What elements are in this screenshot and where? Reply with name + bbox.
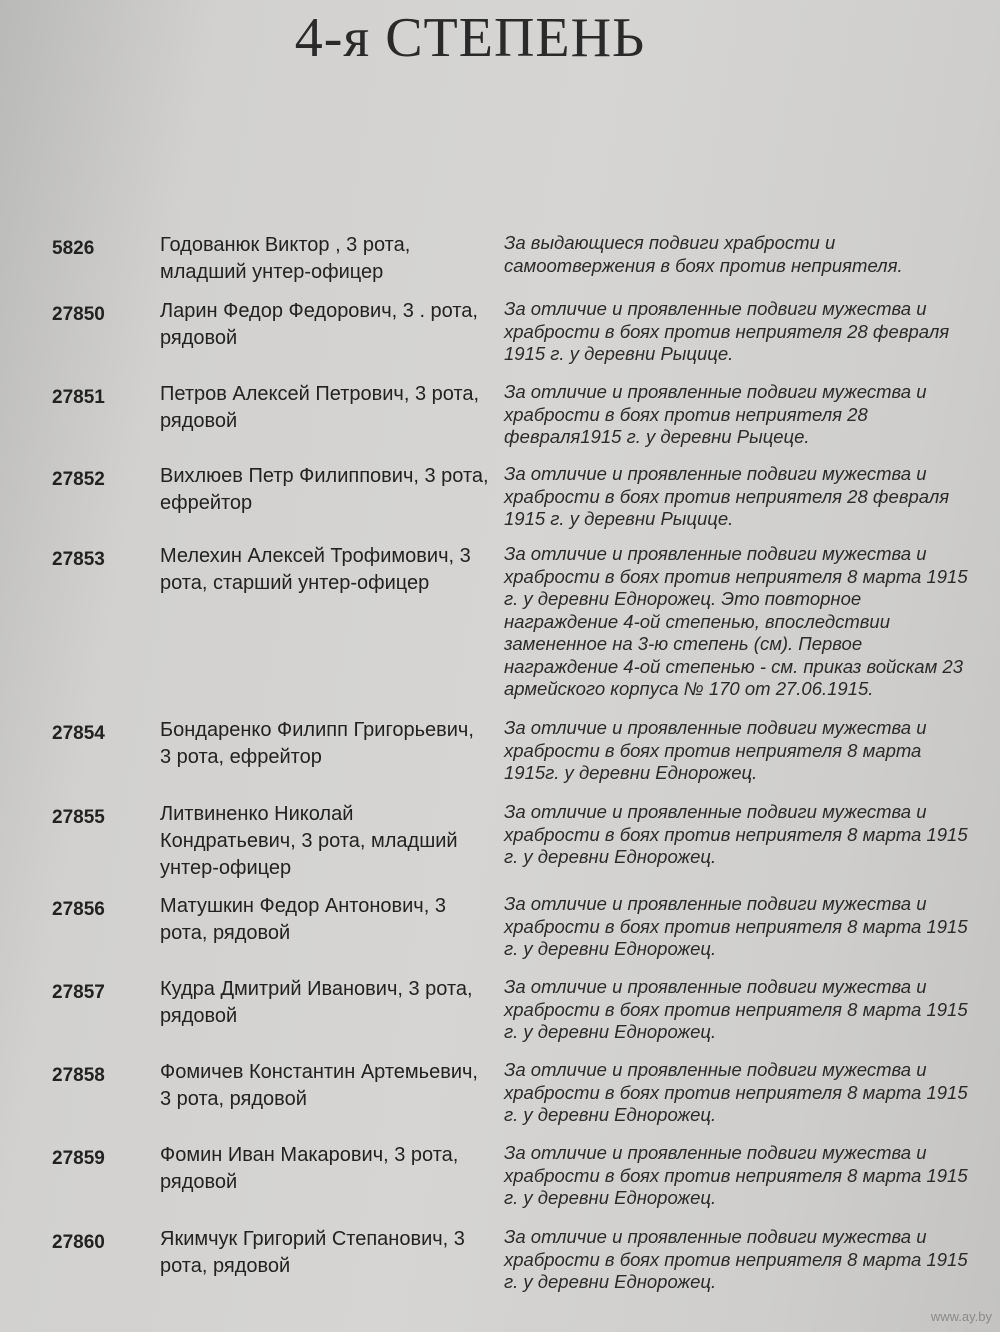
award-number: 27858 (52, 1065, 105, 1086)
watermark: www.ay.by (930, 1309, 992, 1324)
award-reason: За отличие и проявленные подвиги мужества и храбрости в боях против неприятеля 8 марта 1915 г. у деревни Еднорожец. (504, 1226, 968, 1292)
award-reason: За отличие и проявленные подвиги мужества и храбрости в боях против неприятеля 8 марта 1915 г. у деревни Еднорожец. (504, 801, 968, 867)
recipient-name: Бондаренко Филипп Григорьевич, 3 рота, ефрейтор (160, 719, 474, 768)
award-reason: За отличие и проявленные подвиги мужества и храбрости в боях против неприятеля 28 февраля 1915 г. у деревни Рыцице. (504, 463, 950, 529)
award-reason: За выдающиеся подвиги храбрости и самоотвержения в боях против неприятеля. (504, 232, 903, 276)
award-reason: За отличие и проявленные подвиги мужества и храбрости в боях против неприятеля 8 марта 1915г. у деревни Еднорожец. (504, 717, 927, 783)
award-number: 27854 (52, 723, 105, 744)
recipient-name: Мелехин Алексей Трофимович, 3 рота, старший унтер-офицер (160, 545, 471, 594)
award-number: 27855 (52, 807, 105, 828)
recipient-name: Фомичев Константин Артемьевич, 3 рота, рядовой (160, 1061, 478, 1110)
award-reason: За отличие и проявленные подвиги мужества и храбрости в боях против неприятеля 8 марта 1915 г. у деревни Еднорожец. (504, 976, 968, 1042)
award-number: 27857 (52, 982, 105, 1003)
award-number: 27851 (52, 387, 105, 408)
recipient-name: Петров Алексей Петрович, 3 рота, рядовой (160, 383, 480, 432)
recipient-name: Вихлюев Петр Филиппович, 3 рота, ефрейтор (160, 465, 489, 514)
recipient-name: Ларин Федор Федорович, 3 . рота, рядовой (160, 300, 478, 349)
award-reason: За отличие и проявленные подвиги мужества и храбрости в боях против неприятеля 28 февраля 1915 г. у деревни Рыцице. (504, 298, 950, 364)
award-reason: За отличие и проявленные подвиги мужества и храбрости в боях против неприятеля 8 марта 1915 г. у деревни Еднорожец. (504, 1142, 968, 1208)
recipient-name: Фомин Иван Макарович, 3 рота, рядовой (160, 1144, 459, 1193)
page-title: 4-я СТЕПЕНЬ (294, 7, 646, 69)
recipient-name: Якимчук Григорий Степанович, 3 рота, рядовой (160, 1228, 465, 1277)
award-reason: За отличие и проявленные подвиги мужества и храбрости в боях против неприятеля 8 марта 1915 г. у деревни Еднорожец. Это повторное награждение 4-ой степенью, впоследствии замененное на 3-ю степень (см). Первое награждение 4-ой степенью - см. приказ войскам 23 армейского корпуса № 170 от 27.06.1915. (504, 543, 968, 699)
award-number: 27856 (52, 899, 105, 920)
recipient-name: Матушкин Федор Антонович, 3 рота, рядовой (160, 895, 446, 944)
award-reason: За отличие и проявленные подвиги мужества и храбрости в боях против неприятеля 8 марта 1915 г. у деревни Еднорожец. (504, 893, 968, 959)
award-number: 27859 (52, 1148, 105, 1169)
award-reason: За отличие и проявленные подвиги мужества и храбрости в боях против неприятеля 28 февраля1915 г. у деревни Рыцеце. (504, 381, 927, 447)
recipient-name: Годованюк Виктор , 3 рота, младший унтер-офицер (160, 234, 411, 283)
award-number: 5826 (52, 238, 95, 259)
award-number: 27853 (52, 549, 105, 570)
award-number: 27850 (52, 304, 105, 325)
recipient-name: Литвиненко Николай Кондратьевич, 3 рота, младший унтер-офицер (160, 803, 458, 879)
award-number: 27860 (52, 1232, 105, 1253)
award-reason: За отличие и проявленные подвиги мужества и храбрости в боях против неприятеля 8 марта 1915 г. у деревни Еднорожец. (504, 1059, 968, 1125)
recipient-name: Кудра Дмитрий Иванович, 3 рота, рядовой (160, 978, 473, 1027)
award-number: 27852 (52, 469, 105, 490)
